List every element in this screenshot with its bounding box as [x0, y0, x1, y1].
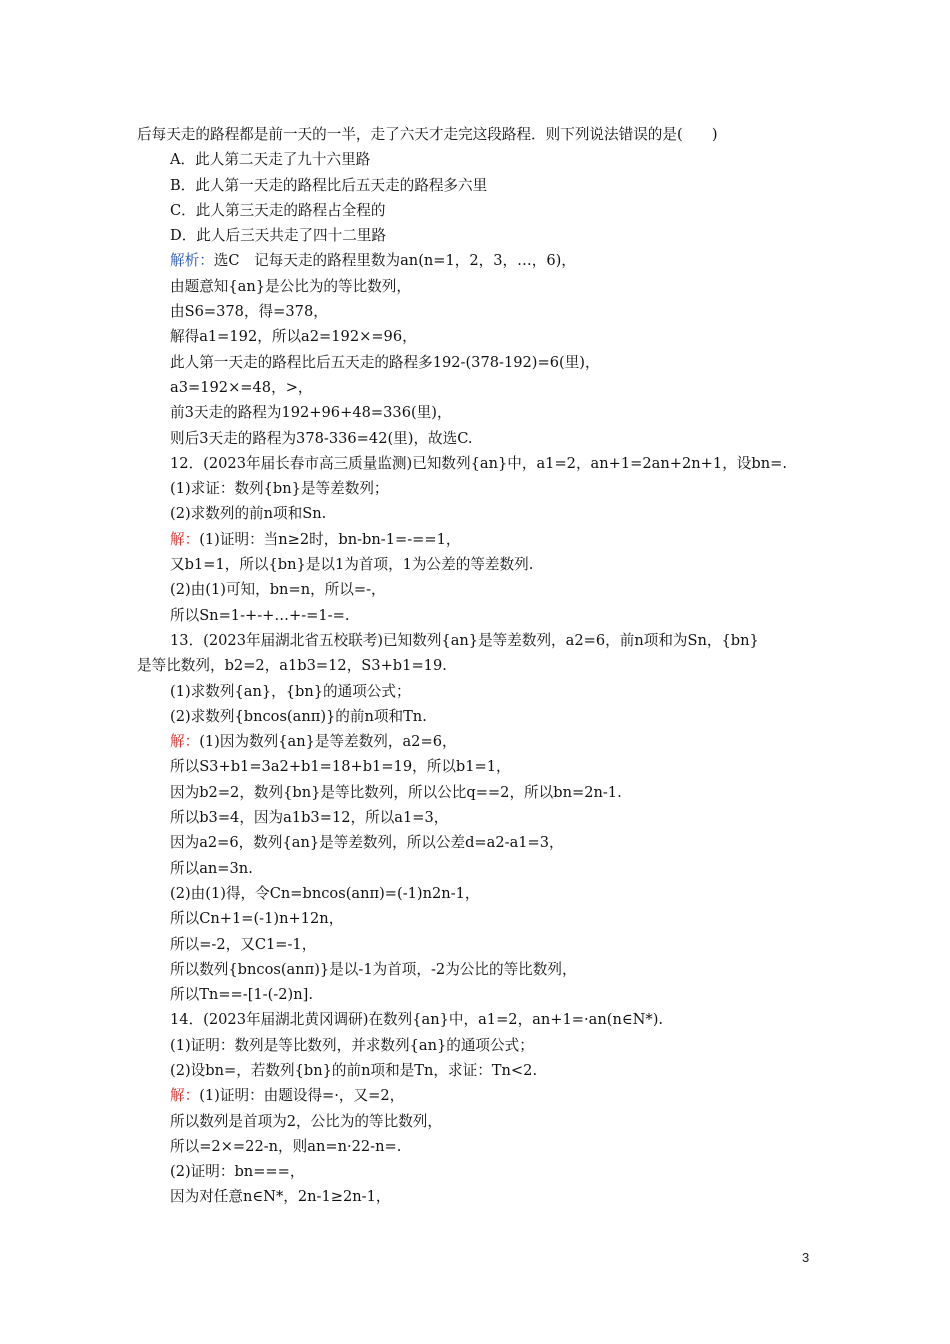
line-text: 选C 记每天走的路程里数为an(n=1，2，3，…，6)，	[213, 252, 576, 270]
text-line	[137, 1159, 827, 1184]
text-line	[137, 603, 827, 628]
line-text: 所以=2×=22-n，则an=n·22-n=.	[170, 1137, 402, 1155]
line-text: (2)由(1)可知，bn=n，所以=-，	[170, 581, 386, 599]
text-line	[137, 223, 827, 248]
text-line	[137, 729, 827, 754]
line-text: 所以Sn=1-+-+…+-=1-=.	[170, 606, 350, 624]
text-line	[137, 830, 827, 855]
text-line	[137, 1109, 827, 1134]
text-line	[137, 653, 827, 678]
line-text: a3=192×=48，>，	[170, 378, 313, 396]
line-text: 是等比数列，b2=2，a1b3=12，S3+b1=19.	[137, 657, 447, 675]
text-line	[137, 1058, 827, 1083]
line-text: 解得a1=192，所以a2=192×=96，	[170, 328, 417, 346]
line-text: 所以b3=4，因为a1b3=12，所以a1=3，	[170, 809, 449, 827]
line-text: 因为b2=2，数列{bn}是等比数列，所以公比q==2，所以bn=2n-1.	[170, 783, 622, 801]
text-line	[137, 906, 827, 931]
text-line	[137, 400, 827, 425]
line-text: (2)求数列{bncos(anπ)}的前n项和Tn.	[170, 707, 427, 725]
line-text: 14．(2023年届湖北黄冈调研)在数列{an}中，a1=2，an+1=·an(n∈N*).	[170, 1011, 664, 1029]
text-line	[137, 527, 827, 552]
text-line	[137, 501, 827, 526]
text-line	[137, 780, 827, 805]
line-text: 所以Tn==-[1-(-2)n].	[170, 986, 313, 1004]
text-line	[137, 274, 827, 299]
line-text: C．此人第三天走的路程占全程的	[170, 201, 386, 219]
line-text: (1)证明：由题设得=·，又=2，	[199, 1087, 405, 1105]
line-text: 前3天走的路程为192+96+48=336(里)，	[170, 404, 452, 422]
text-line	[137, 982, 827, 1007]
text-line	[137, 1184, 827, 1209]
line-text: 所以数列是首项为2，公比为的等比数列，	[170, 1112, 442, 1130]
line-text: 后每天走的路程都是前一天的一半，走了六天才走完这段路程．则下列说法错误的是( )	[137, 126, 718, 143]
text-line	[137, 881, 827, 906]
line-text: 所以Cn+1=(-1)n+12n，	[170, 910, 344, 928]
line-text: A．此人第二天走了九十六里路	[170, 151, 371, 169]
line-text: (1)证明：当n≥2时，bn-bn-1=-==1，	[199, 530, 461, 548]
line-text: 所以=-2，又C1=-1，	[170, 935, 317, 953]
text-line	[137, 173, 827, 198]
text-line	[137, 1033, 827, 1058]
line-text: 则后3天走的路程为378-336=42(里)，故选C.	[170, 429, 473, 447]
text-line	[137, 476, 827, 501]
document-body	[137, 122, 827, 1210]
line-text: B．此人第一天走的路程比后五天走的路程多六里	[170, 176, 488, 194]
text-line	[137, 856, 827, 881]
line-text: 因为对任意n∈N*，2n-1≥2n-1，	[170, 1188, 391, 1206]
solution-label: 解：	[170, 1087, 200, 1105]
solution-label: 解析：	[170, 252, 214, 270]
line-text: D．此人后三天共走了四十二里路	[170, 227, 387, 245]
text-line	[137, 679, 827, 704]
text-line	[137, 248, 827, 273]
line-text: (2)由(1)得，令Cn=bncos(anπ)=(-1)n2n-1，	[170, 884, 480, 902]
line-text: (1)因为数列{an}是等差数列，a2=6，	[199, 733, 457, 751]
line-text: (1)证明：数列是等比数列，并求数列{an}的通项公式；	[170, 1036, 534, 1054]
text-line	[137, 1007, 827, 1032]
line-text: (2)证明：bn===，	[170, 1163, 305, 1181]
line-text: 因为a2=6，数列{an}是等差数列，所以公差d=a2-a1=3，	[170, 834, 564, 852]
text-line	[137, 147, 827, 172]
text-line	[137, 350, 827, 375]
text-line	[137, 324, 827, 349]
text-line	[137, 122, 827, 147]
solution-label: 解：	[170, 733, 200, 751]
text-line	[137, 451, 827, 476]
text-line	[137, 628, 827, 653]
solution-label: 解：	[170, 530, 200, 548]
text-line	[137, 957, 827, 982]
line-text: (1)求数列{an}，{bn}的通项公式；	[170, 682, 411, 700]
line-text: (1)求证：数列{bn}是等差数列；	[170, 480, 389, 498]
line-text: 所以an=3n.	[170, 859, 253, 877]
text-line	[137, 577, 827, 602]
line-text: 所以S3+b1=3a2+b1=18+b1=19，所以b1=1，	[170, 758, 511, 776]
line-text: 此人第一天走的路程比后五天走的路程多192-(378-192)=6(里)，	[170, 353, 600, 371]
text-line	[137, 552, 827, 577]
line-text: 由题意知{an}是公比为的等比数列，	[170, 277, 411, 295]
line-text: 所以数列{bncos(anπ)}是以-1为首项，-2为公比的等比数列，	[170, 960, 577, 978]
line-text: 12．(2023年届长春市高三质量监测)已知数列{an}中，a1=2，an+1=2an+2n+1，设bn=.	[170, 454, 787, 472]
line-text: 又b1=1，所以{bn}是以1为首项，1为公差的等差数列.	[170, 556, 534, 574]
line-text: 13．(2023年届湖北省五校联考)已知数列{an}是等差数列，a2=6，前n项和为Sn，{bn}	[170, 631, 759, 649]
text-line	[137, 932, 827, 957]
page-number: 3	[802, 1250, 810, 1265]
line-text: (2)设bn=，若数列{bn}的前n项和是Tn，求证：Tn<2.	[170, 1061, 538, 1079]
text-line	[137, 375, 827, 400]
text-line	[137, 426, 827, 451]
text-line	[137, 704, 827, 729]
text-line	[137, 299, 827, 324]
text-line	[137, 754, 827, 779]
text-line	[137, 198, 827, 223]
line-text: (2)求数列的前n项和Sn.	[170, 505, 327, 523]
text-line	[137, 1134, 827, 1159]
line-text: 由S6=378，得=378，	[170, 303, 328, 321]
text-line	[137, 805, 827, 830]
text-line	[137, 1083, 827, 1108]
